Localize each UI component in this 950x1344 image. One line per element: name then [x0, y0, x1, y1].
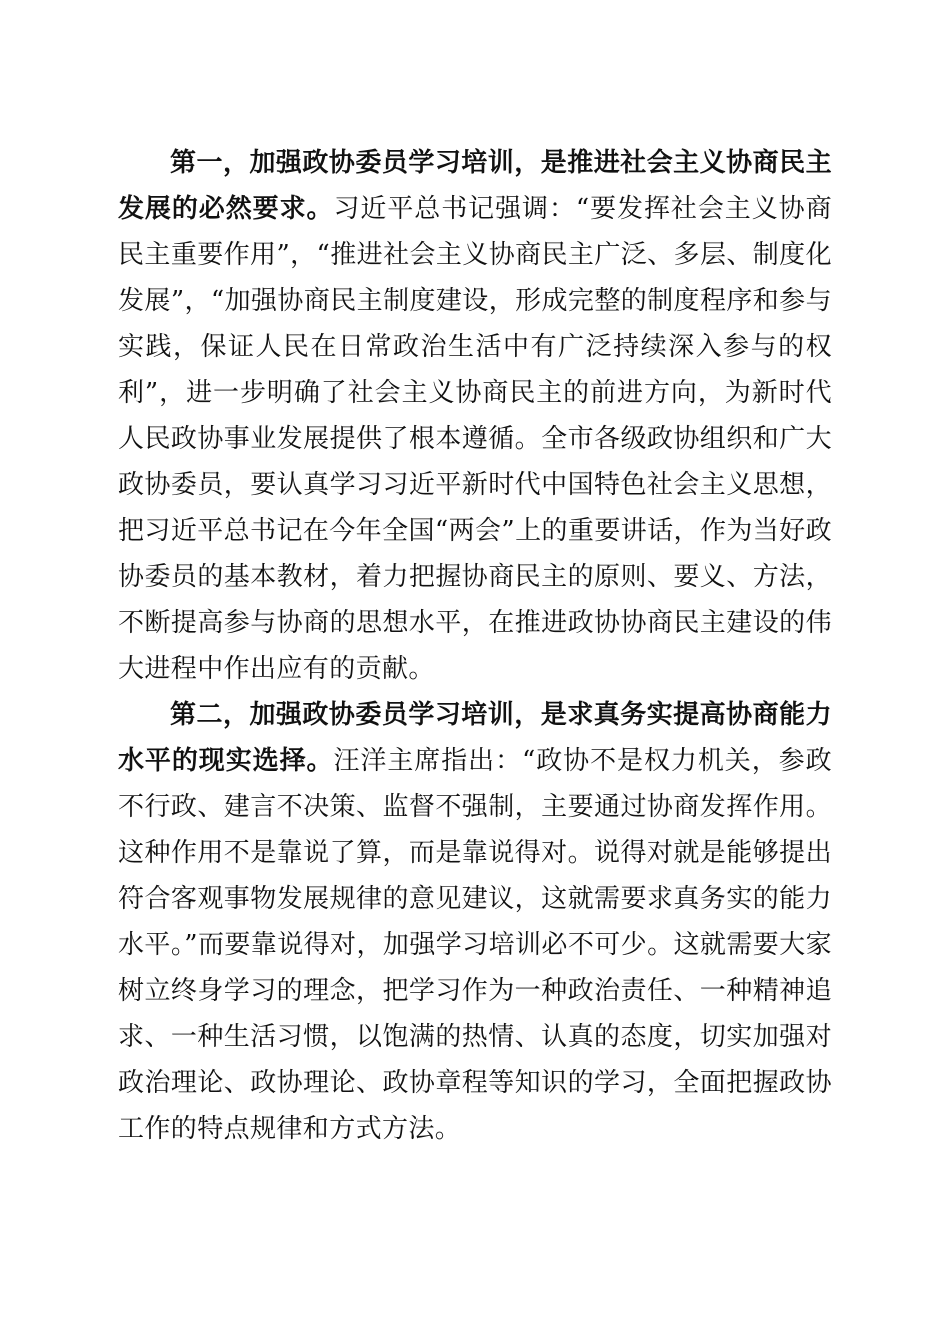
paragraph-text: 汪洋主席指出：“政协不是权力机关，参政不行政、建言不决策、监督不强制，主要通过协商发挥作用。这种作用不是靠说了算，而是靠说得对。说得对就是能够提出符合客观事物发展规律的意见建议，这就需要求真务实的能力水平。”而要靠说得对，加强学习培训必不可少。这就需要大家树立终身学习的理念，把学习作为一种政治责任、一种精神追求、一种生活习惯，以饱满的热情、认真的态度，切实加强对政治理论、政协理论、政协章程等知识的学习，全面把握政协工作的特点规律和方式方法。 — [118, 746, 832, 1144]
paragraph-second — [118, 692, 832, 1152]
paragraph-lead: 第一，加强政协委员学习培训，是推进社会主义协商民主发展的必然要求。 — [118, 148, 832, 224]
paragraph-lead: 第二，加强政协委员学习培训，是求真务实提高协商能力水平的现实选择。 — [118, 700, 832, 776]
document-body — [118, 140, 832, 1152]
paragraph-first — [118, 140, 832, 692]
paragraph-text: 习近平总书记强调：“要发挥社会主义协商民主重要作用”，“推进社会主义协商民主广泛、多层、制度化发展”，“加强协商民主制度建设，形成完整的制度程序和参与实践，保证人民在日常政治生活中有广泛持续深入参与的权利”，进一步明确了社会主义协商民主的前进方向，为新时代人民政协事业发展提供了根本遵循。全市各级政协组织和广大政协委员，要认真学习习近平新时代中国特色社会主义思想，把习近平总书记在今年全国“两会”上的重要讲话，作为当好政协委员的基本教材，着力把握协商民主的原则、要义、方法，不断提高参与协商的思想水平，在推进政协协商民主建设的伟大进程中作出应有的贡献。 — [118, 194, 832, 684]
